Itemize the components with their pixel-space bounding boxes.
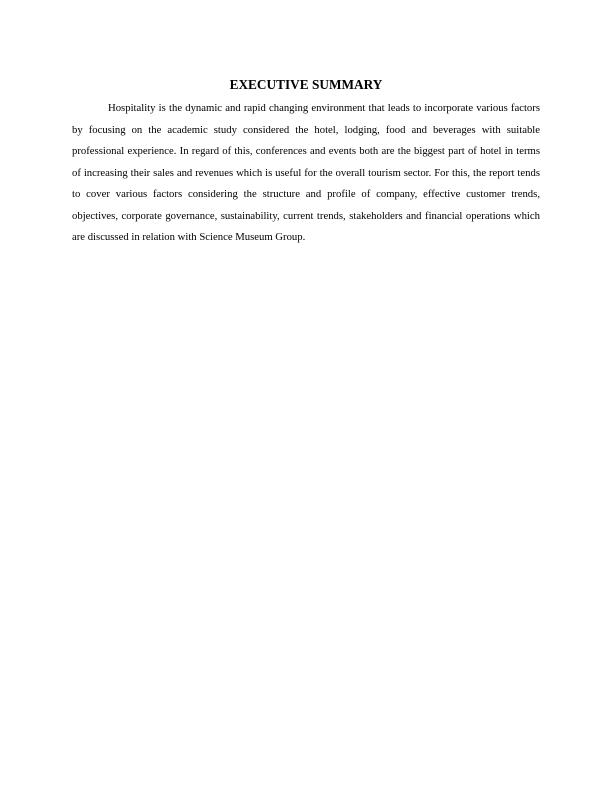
page-title: EXECUTIVE SUMMARY bbox=[229, 77, 383, 92]
summary-paragraph: Hospitality is the dynamic and rapid changing environment that leads to incorporate various factors by focusing on the academic study considered the hotel, lodging, food and beverages with suitable professional experience. In regard of this, conferences and events both are the biggest part of hotel in terms of increasing their sales and revenues which is useful for the overall tourism sector. For this, the report tends to cover various factors considering the structure and profile of company, effective customer trends, objectives, corporate governance, sustainability, current trends, stakeholders and financial operations which are discussed in relation with Science Museum Group. bbox=[72, 102, 540, 243]
